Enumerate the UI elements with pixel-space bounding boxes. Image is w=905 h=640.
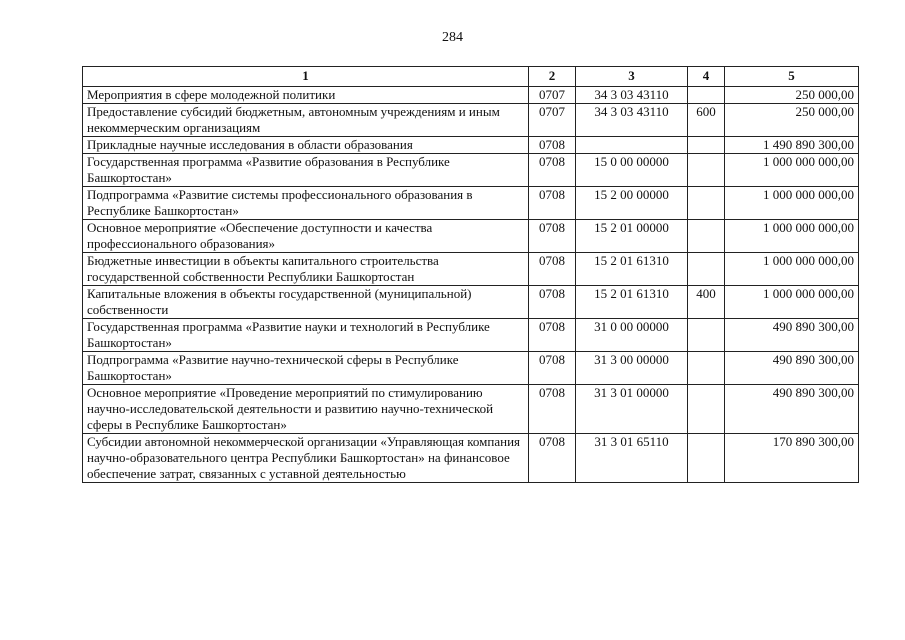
row-name: Прикладные научные исследования в области образования (83, 137, 529, 154)
table-row (83, 87, 859, 104)
row-amount: 1 000 000 000,00 (725, 220, 859, 253)
table-row (83, 137, 859, 154)
row-expense-type (688, 434, 725, 483)
row-section-code: 0708 (529, 286, 576, 319)
row-section-code: 0708 (529, 319, 576, 352)
row-section-code: 0708 (529, 385, 576, 434)
row-expense-type: 400 (688, 286, 725, 319)
header-col-5: 5 (725, 67, 859, 87)
row-amount: 1 000 000 000,00 (725, 154, 859, 187)
table-row (83, 154, 859, 187)
row-expense-type (688, 385, 725, 434)
header-row (83, 67, 859, 87)
row-target-code: 34 3 03 43110 (576, 87, 688, 104)
row-section-code: 0708 (529, 187, 576, 220)
row-target-code: 15 0 00 00000 (576, 154, 688, 187)
header-col-4: 4 (688, 67, 725, 87)
row-name: Подпрограмма «Развитие научно-технической сферы в Республике Башкортостан» (83, 352, 529, 385)
row-amount: 250 000,00 (725, 87, 859, 104)
row-name: Субсидии автономной некоммерческой организации «Управляющая компания научно-образовательного центра Республики Башкортостан» на финансовое обеспечение затрат, связанных с уставной деятельностью (83, 434, 529, 483)
row-amount: 250 000,00 (725, 104, 859, 137)
row-amount: 170 890 300,00 (725, 434, 859, 483)
row-section-code: 0708 (529, 137, 576, 154)
row-name: Предоставление субсидий бюджетным, автономным учреждениям и иным некоммерческим организациям (83, 104, 529, 137)
row-amount: 1 000 000 000,00 (725, 253, 859, 286)
row-name: Основное мероприятие «Обеспечение доступности и качества профессионального образования» (83, 220, 529, 253)
row-expense-type (688, 352, 725, 385)
row-name: Основное мероприятие «Проведение мероприятий по стимулированию научно-исследовательской деятельности и развитию научно-технической сферы в Республике Башкортостан» (83, 385, 529, 434)
table-row (83, 104, 859, 137)
table-row (83, 434, 859, 483)
row-amount: 490 890 300,00 (725, 352, 859, 385)
row-target-code: 31 3 01 65110 (576, 434, 688, 483)
row-section-code: 0708 (529, 220, 576, 253)
row-expense-type (688, 87, 725, 104)
row-target-code: 34 3 03 43110 (576, 104, 688, 137)
row-name: Бюджетные инвестиции в объекты капитального строительства государственной собственности Республики Башкортостан (83, 253, 529, 286)
table-row (83, 385, 859, 434)
row-expense-type (688, 220, 725, 253)
row-amount: 1 000 000 000,00 (725, 187, 859, 220)
row-expense-type (688, 253, 725, 286)
row-name: Мероприятия в сфере молодежной политики (83, 87, 529, 104)
row-amount: 1 000 000 000,00 (725, 286, 859, 319)
row-expense-type (688, 187, 725, 220)
header-col-1: 1 (83, 67, 529, 87)
row-section-code: 0708 (529, 434, 576, 483)
row-amount: 490 890 300,00 (725, 385, 859, 434)
row-target-code: 31 3 00 00000 (576, 352, 688, 385)
row-target-code (576, 137, 688, 154)
table-row (83, 286, 859, 319)
page-number: 284 (442, 30, 463, 45)
row-target-code: 15 2 00 00000 (576, 187, 688, 220)
row-expense-type (688, 137, 725, 154)
row-name: Капитальные вложения в объекты государственной (муниципальной) собственности (83, 286, 529, 319)
table-row (83, 187, 859, 220)
table-row (83, 253, 859, 286)
budget-table (82, 66, 859, 483)
row-name: Государственная программа «Развитие науки и технологий в Республике Башкортостан» (83, 319, 529, 352)
table-row (83, 352, 859, 385)
row-expense-type (688, 319, 725, 352)
row-section-code: 0708 (529, 352, 576, 385)
header-col-2: 2 (529, 67, 576, 87)
row-section-code: 0707 (529, 87, 576, 104)
table-row (83, 220, 859, 253)
row-target-code: 31 0 00 00000 (576, 319, 688, 352)
row-target-code: 15 2 01 61310 (576, 253, 688, 286)
row-section-code: 0707 (529, 104, 576, 137)
row-amount: 1 490 890 300,00 (725, 137, 859, 154)
row-target-code: 15 2 01 00000 (576, 220, 688, 253)
row-amount: 490 890 300,00 (725, 319, 859, 352)
row-expense-type: 600 (688, 104, 725, 137)
row-expense-type (688, 154, 725, 187)
row-name: Подпрограмма «Развитие системы профессионального образования в Республике Башкортостан» (83, 187, 529, 220)
row-section-code: 0708 (529, 253, 576, 286)
row-target-code: 31 3 01 00000 (576, 385, 688, 434)
table-row (83, 319, 859, 352)
row-name: Государственная программа «Развитие образования в Республике Башкортостан» (83, 154, 529, 187)
row-target-code: 15 2 01 61310 (576, 286, 688, 319)
row-section-code: 0708 (529, 154, 576, 187)
header-col-3: 3 (576, 67, 688, 87)
